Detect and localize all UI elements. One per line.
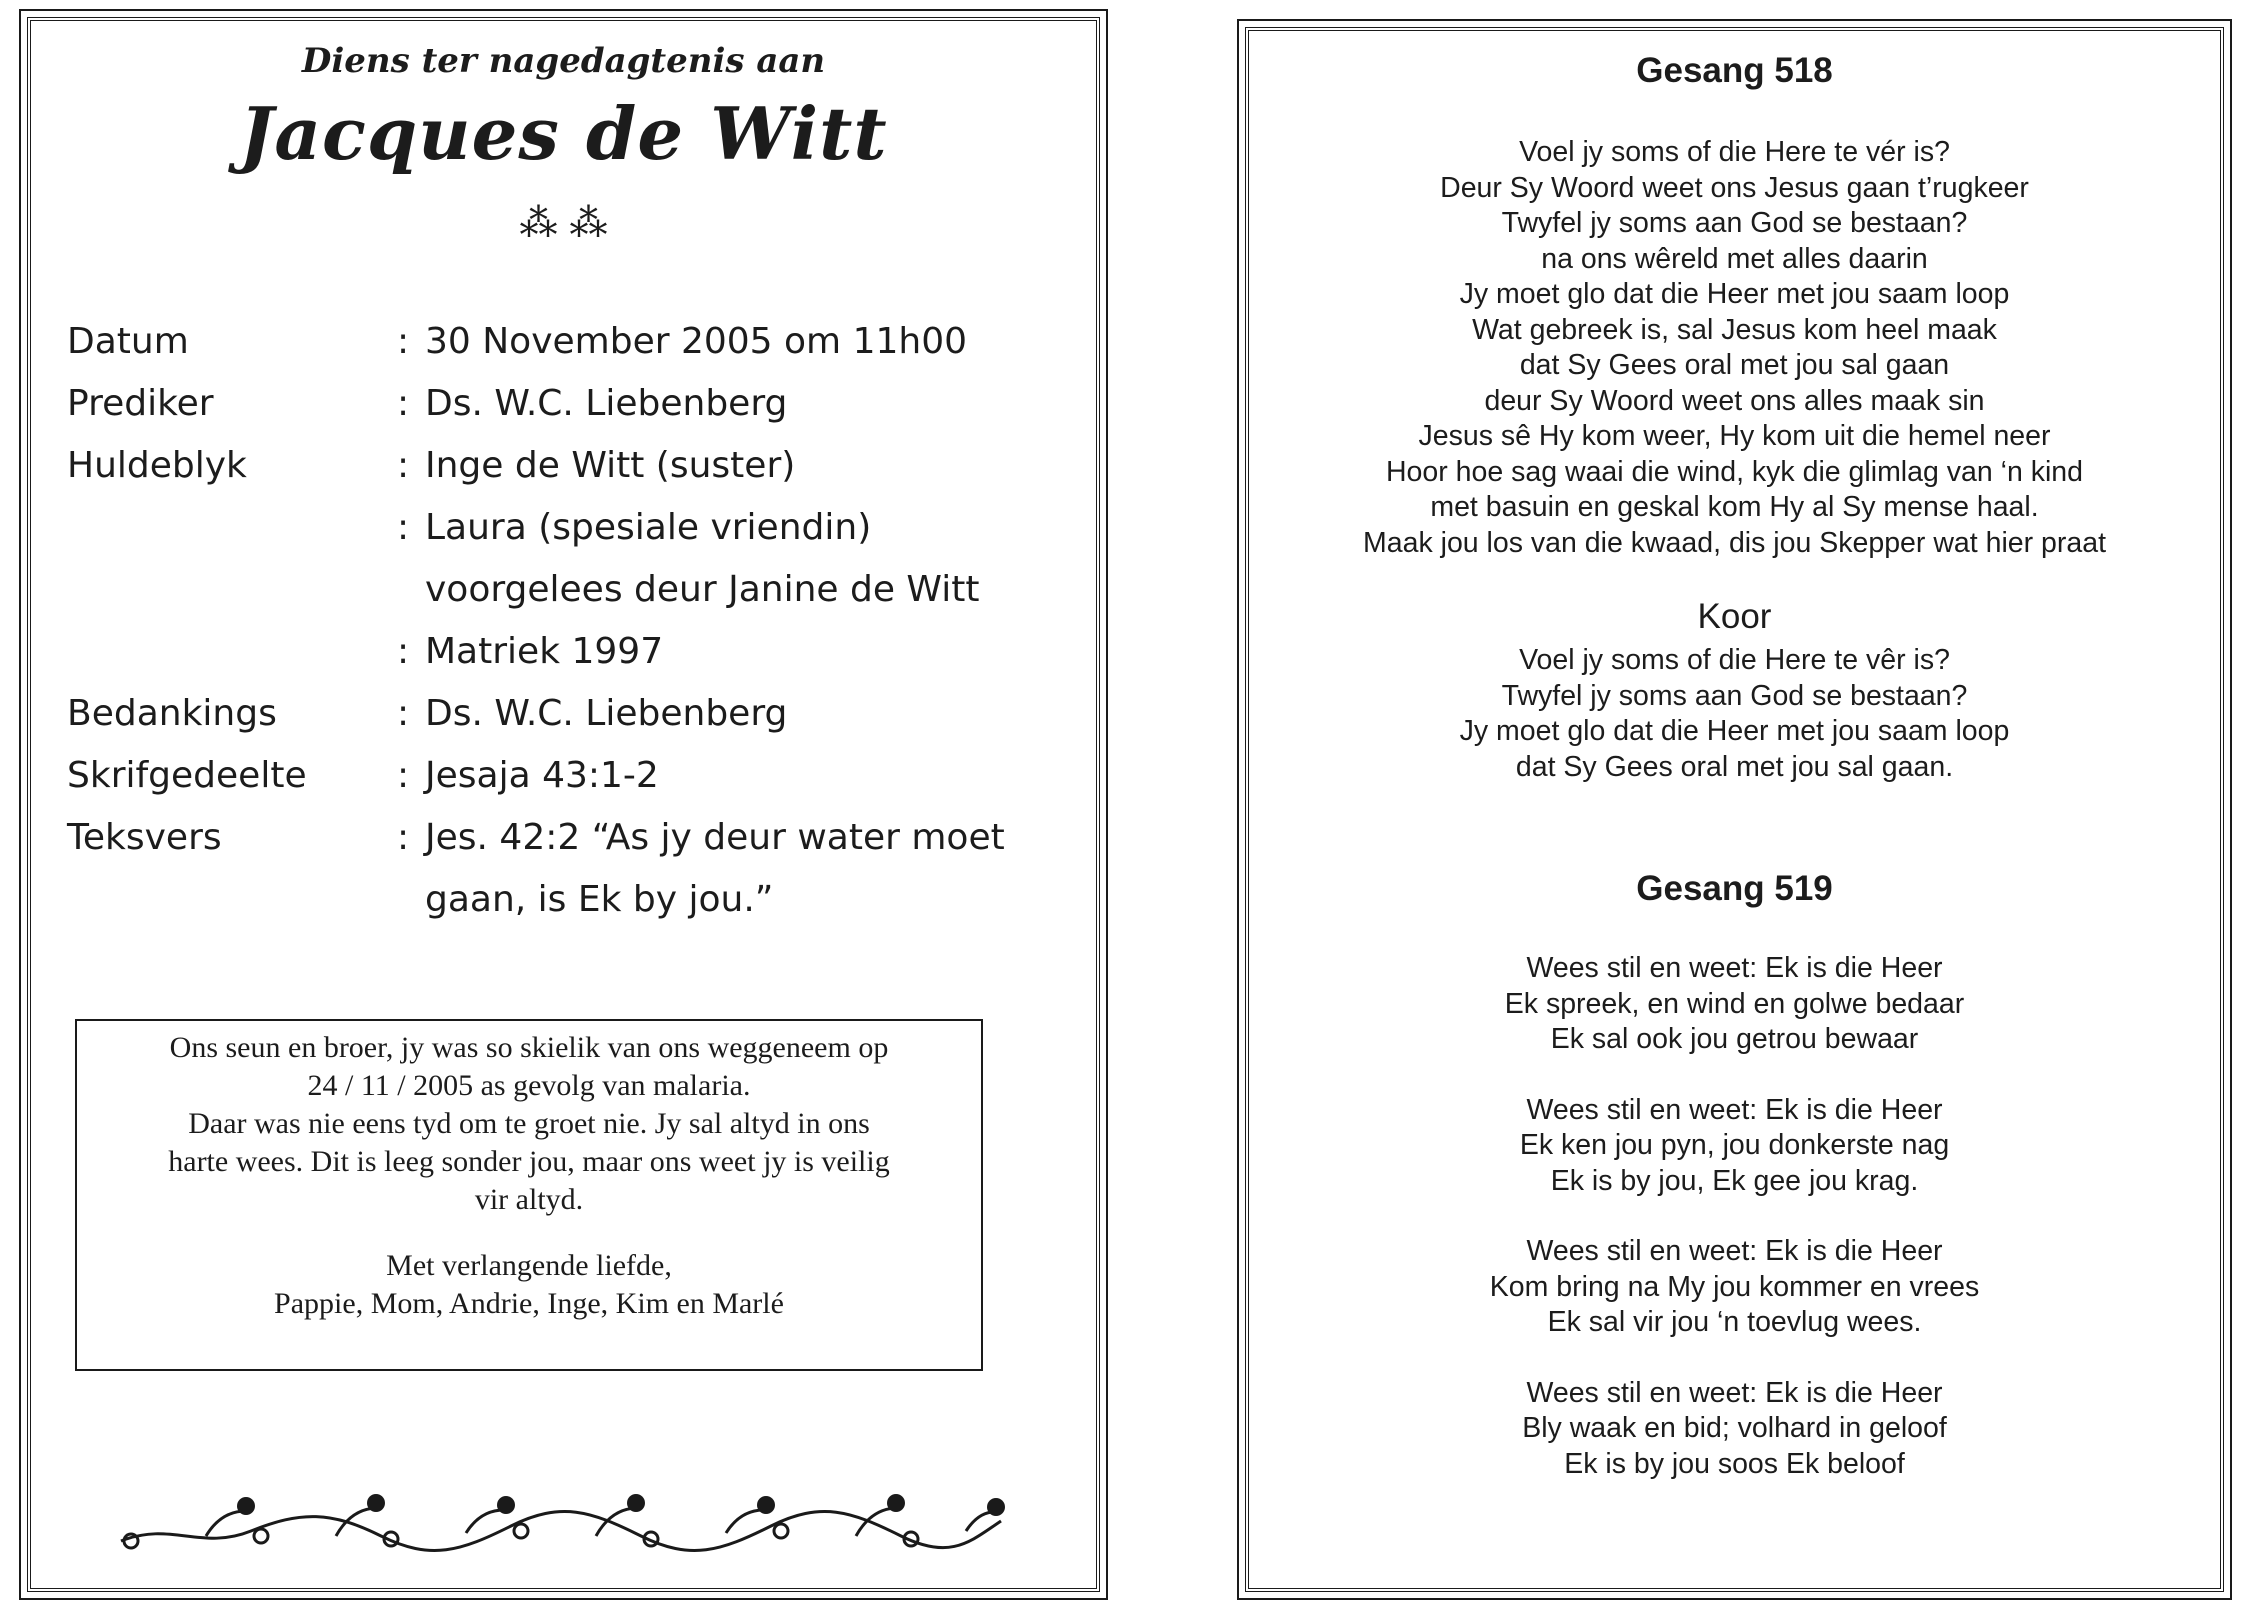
vine-border-ornament bbox=[111, 1481, 1011, 1561]
detail-value: 30 November 2005 om 11h00 bbox=[425, 321, 968, 362]
detail-value: Jesaja 43:1-2 bbox=[425, 755, 659, 796]
detail-row-huldeblyk-2 bbox=[67, 507, 1067, 569]
detail-row-skrifgedeelte bbox=[67, 755, 1067, 817]
detail-colon: : bbox=[397, 755, 410, 796]
detail-label: Prediker bbox=[67, 383, 214, 424]
detail-label: Datum bbox=[67, 321, 189, 362]
lyric-line: Wat gebreek is, sal Jesus kom heel maak bbox=[1472, 313, 1997, 346]
message-closing: Met verlangende liefde, bbox=[386, 1249, 672, 1282]
detail-value: Inge de Witt (suster) bbox=[425, 445, 796, 486]
lyric-line: Ek sal vir jou ‘n toevlug wees. bbox=[1547, 1306, 1922, 1338]
detail-row-huldeblyk-4 bbox=[67, 631, 1067, 693]
lyric-line: Jy moet glo dat die Heer met jou saam loop bbox=[1459, 278, 2010, 310]
lyric-line: Bly waak en bid; volhard in geloof bbox=[1522, 1412, 1947, 1444]
service-details bbox=[67, 321, 1067, 941]
message-line: 24 / 11 / 2005 as gevolg van malaria. bbox=[307, 1069, 751, 1102]
lyric-line: Twyfel jy soms aan God se bestaan? bbox=[1501, 679, 1968, 712]
hymn-518-verse bbox=[1249, 135, 2220, 561]
detail-colon: : bbox=[397, 693, 410, 734]
message-line: Daar was nie eens tyd om te groet nie. Jy sal altyd in ons bbox=[188, 1107, 870, 1140]
hymn-518-chorus bbox=[1249, 643, 2220, 785]
lyric-line: met basuin en geskal kom Hy al Sy mense haal. bbox=[1430, 491, 2039, 523]
detail-row-datum bbox=[67, 321, 1067, 383]
message-line: harte wees. Dit is leeg sonder jou, maar ons weet jy is veilig bbox=[168, 1145, 890, 1178]
detail-colon: : bbox=[397, 321, 410, 362]
detail-label: Huldeblyk bbox=[67, 445, 247, 486]
lyric-line: Wees stil en weet: Ek is die Heer bbox=[1526, 1376, 1943, 1409]
deceased-name: Jacques de Witt bbox=[239, 91, 888, 176]
lyric-line: Jesus sê Hy kom weer, Hy kom uit die hemel neer bbox=[1418, 420, 2051, 452]
lyric-line: Deur Sy Woord weet ons Jesus gaan t’rugkeer bbox=[1440, 171, 2029, 204]
lyric-line: Maak jou los van die kwaad, dis jou Skepper wat hier praat bbox=[1363, 526, 2106, 559]
stanza bbox=[1249, 1376, 2220, 1483]
hymn-518-title: Gesang 518 bbox=[1636, 51, 1833, 90]
detail-value: gaan, is Ek by jou.” bbox=[425, 879, 774, 920]
detail-row-huldeblyk-3 bbox=[67, 569, 1067, 631]
lyric-line: Wees stil en weet: Ek is die Heer bbox=[1526, 1235, 1943, 1267]
detail-value: Jes. 42:2 “As jy deur water moet bbox=[425, 817, 1005, 858]
detail-colon: : bbox=[397, 507, 410, 548]
lyric-line: Voel jy soms of die Here te vêr is? bbox=[1519, 644, 1950, 676]
lyric-line: Hoor hoe sag waai die wind, kyk die glimlag van ‘n kind bbox=[1385, 455, 2084, 488]
lyric-line: dat Sy Gees oral met jou sal gaan bbox=[1519, 349, 1950, 381]
detail-row-prediker bbox=[67, 383, 1067, 445]
lyric-line: Ek is by jou, Ek gee jou krag. bbox=[1550, 1164, 1919, 1197]
lyric-line: Ek spreek, en wind en golwe bedaar bbox=[1504, 987, 1965, 1020]
detail-value: Matriek 1997 bbox=[425, 631, 664, 672]
lyric-line: Wees stil en weet: Ek is die Heer bbox=[1526, 1093, 1943, 1126]
detail-value: voorgelees deur Janine de Witt bbox=[425, 569, 980, 610]
detail-colon: : bbox=[397, 631, 410, 672]
family-message-box bbox=[75, 1019, 983, 1371]
detail-value: Ds. W.C. Liebenberg bbox=[425, 383, 788, 424]
detail-label: Skrifgedeelte bbox=[67, 755, 307, 796]
stanza bbox=[1249, 1234, 2220, 1341]
lyric-line: Voel jy soms of die Here te vér is? bbox=[1519, 136, 1950, 168]
detail-row-teksvers-2 bbox=[67, 879, 1067, 941]
lyric-line: Kom bring na My jou kommer en vrees bbox=[1489, 1270, 1980, 1303]
detail-colon: : bbox=[397, 445, 410, 486]
detail-colon: : bbox=[397, 383, 410, 424]
detail-row-bedankings bbox=[67, 693, 1067, 755]
hymn-page bbox=[1245, 27, 2224, 1592]
detail-colon: : bbox=[397, 817, 410, 858]
stanza bbox=[1249, 1093, 2220, 1200]
hymn-519-title: Gesang 519 bbox=[1636, 869, 1833, 908]
stanza bbox=[1249, 951, 2220, 1058]
lyric-line: Ek ken jou pyn, jou donkerste nag bbox=[1519, 1129, 1950, 1161]
detail-row-huldeblyk bbox=[67, 445, 1067, 507]
lyric-line: na ons wêreld met alles daarin bbox=[1541, 242, 1928, 275]
lyric-line: dat Sy Gees oral met jou sal gaan. bbox=[1515, 750, 1954, 783]
chorus-title: Koor bbox=[1697, 597, 1772, 636]
service-heading: Diens ter nagedagtenis aan bbox=[301, 41, 826, 81]
lyric-line: deur Sy Woord weet ons alles maak sin bbox=[1484, 384, 1985, 417]
lyric-line: Ek is by jou soos Ek beloof bbox=[1564, 1447, 1905, 1480]
hymn-519-verses bbox=[1249, 951, 2220, 1517]
lyric-line: Twyfel jy soms aan God se bestaan? bbox=[1501, 207, 1968, 239]
lyric-line: Ek sal ook jou getrou bewaar bbox=[1550, 1023, 1919, 1055]
memorial-details-page bbox=[27, 17, 1100, 1592]
detail-label: Teksvers bbox=[67, 817, 222, 858]
detail-value: Laura (spesiale vriendin) bbox=[425, 507, 872, 548]
flourish-ornament: ⁂ ⁂ bbox=[519, 201, 608, 245]
lyric-line: Jy moet glo dat die Heer met jou saam loop bbox=[1459, 715, 2010, 747]
detail-label: Bedankings bbox=[67, 693, 277, 734]
message-line: Ons seun en broer, jy was so skielik van ons weggeneem op bbox=[169, 1031, 889, 1064]
detail-row-teksvers bbox=[67, 817, 1067, 879]
lyric-line: Wees stil en weet: Ek is die Heer bbox=[1526, 952, 1943, 984]
detail-value: Ds. W.C. Liebenberg bbox=[425, 693, 788, 734]
message-signatories: Pappie, Mom, Andrie, Inge, Kim en Marlé bbox=[274, 1287, 784, 1320]
message-line: vir altyd. bbox=[474, 1183, 584, 1216]
